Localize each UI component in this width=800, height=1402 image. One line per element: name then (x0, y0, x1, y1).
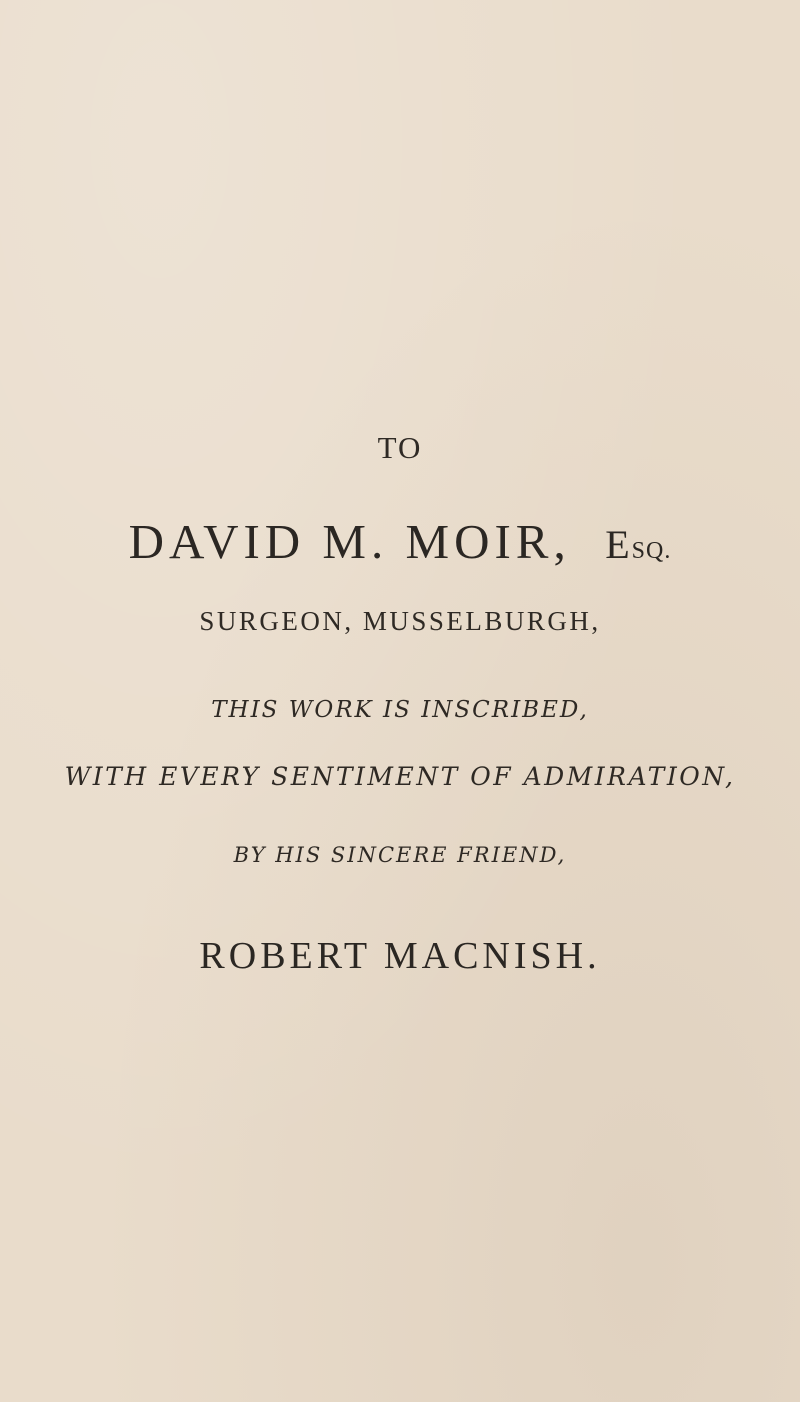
dedicatee-suffix-small: SQ. (631, 538, 672, 564)
dedication-to: TO (377, 430, 423, 465)
dedicatee-name-main: DAVID M. MOIR, (128, 514, 571, 569)
dedicatee-name (0, 512, 800, 581)
dedicatee-title: SURGEON, MUSSELBURGH, (199, 606, 601, 636)
sentiment-line: WITH EVERY SENTIMENT OF ADMIRATION, (64, 762, 736, 791)
dedicatee-suffix-cap: E (605, 522, 632, 567)
inscribed-line: THIS WORK IS INSCRIBED, (211, 697, 589, 723)
friend-line: BY HIS SINCERE FRIEND, (233, 843, 567, 867)
author-name: ROBERT MACNISH. (199, 935, 601, 977)
